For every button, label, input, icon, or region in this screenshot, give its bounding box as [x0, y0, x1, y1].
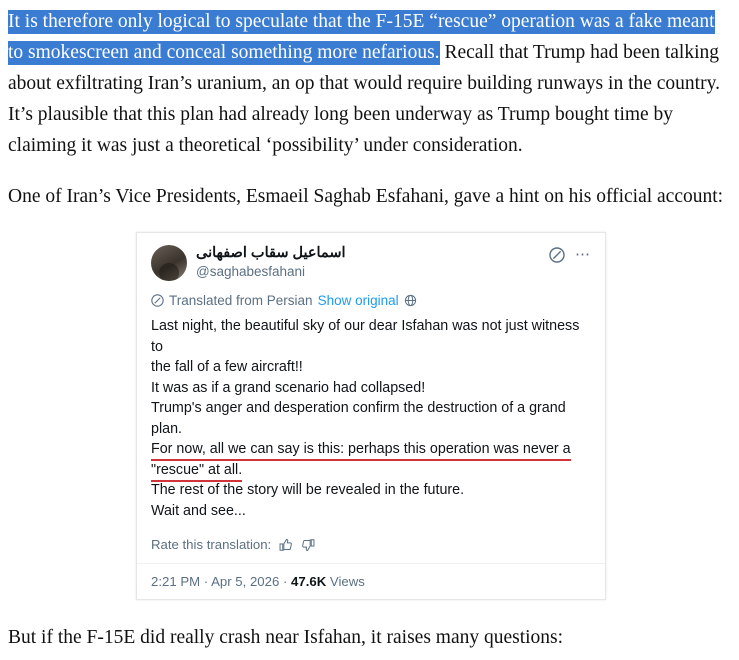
meta-separator: ·: [279, 574, 292, 589]
show-original-link[interactable]: Show original: [317, 293, 399, 308]
rate-translation-row: [151, 537, 591, 552]
tweet-handle: @saghabesfahani: [196, 264, 306, 280]
tweet-views-label: Views: [326, 574, 365, 589]
globe-icon: [404, 294, 417, 307]
underlined-text: For now, all we can say is this: perhaps this operation was never a: [151, 441, 571, 461]
tweet-line: the fall of a few aircraft!!: [151, 359, 303, 375]
paragraph-speculation-rest: Recall that Trump had been talking about exfiltrating Iran’s uranium, an op that would require building runways in the country. It’s plausible that this plan had already long been underway as Trump bought time by claiming it was just a theoretical ‘possibility’ under consideration.: [8, 42, 720, 156]
tweet-text: [151, 316, 591, 521]
thumbs-up-icon[interactable]: [279, 538, 293, 552]
underlined-text: "rescue" at all.: [151, 462, 242, 482]
tweet-line: Trump's anger and desperation confirm the destruction of a grand plan.: [151, 400, 566, 437]
more-options-icon[interactable]: ⋯: [575, 246, 591, 263]
tweet-line: Last night, the beautiful sky of our dear Isfahan was not just witness to: [151, 318, 580, 355]
tweet-time: 2:21 PM: [151, 574, 201, 589]
translation-notice: [151, 293, 591, 308]
grok-icon[interactable]: [549, 247, 565, 263]
highlighted-sentence: It is therefore only logical to speculate that the F-15E “rescue” operation was a fake meant to smokescreen and conceal something more nefarious.: [8, 11, 715, 63]
avatar[interactable]: [151, 245, 187, 281]
paragraph-vice-president: One of Iran’s Vice Presidents, Esmaeil Saghab Esfahani, gave a hint on his official account:: [8, 186, 724, 207]
tweet-header-actions: [549, 245, 591, 263]
translated-from-label: Translated from Persian: [169, 293, 313, 308]
tweet-line: Wait and see...: [151, 502, 246, 519]
tweet-divider: [137, 563, 605, 564]
tweet-line-underlined: [151, 439, 591, 460]
tweet-line-underlined: [151, 460, 591, 481]
tweet-meta: [151, 574, 591, 589]
thumbs-down-icon[interactable]: [301, 538, 315, 552]
tweet-author[interactable]: [196, 245, 549, 281]
tweet-line: It was as if a grand scenario had collapsed!: [151, 379, 426, 396]
tweet-card[interactable]: [136, 232, 606, 600]
rate-translation-label: Rate this translation:: [151, 537, 272, 552]
tweet-line: The rest of the story will be revealed in the future.: [151, 482, 465, 498]
tweet-views-count: 47.6K: [291, 574, 327, 589]
paragraph-speculation: [8, 6, 727, 161]
meta-separator: ·: [200, 574, 212, 589]
tweet-date: Apr 5, 2026: [211, 574, 280, 589]
tweet-display-name: اسماعیل سقاب اصفهانی: [196, 245, 346, 261]
paragraph-questions: But if the F-15E did really crash near Isfahan, it raises many questions:: [8, 627, 564, 648]
tweet-header: [151, 245, 591, 281]
translate-icon: [151, 294, 164, 307]
